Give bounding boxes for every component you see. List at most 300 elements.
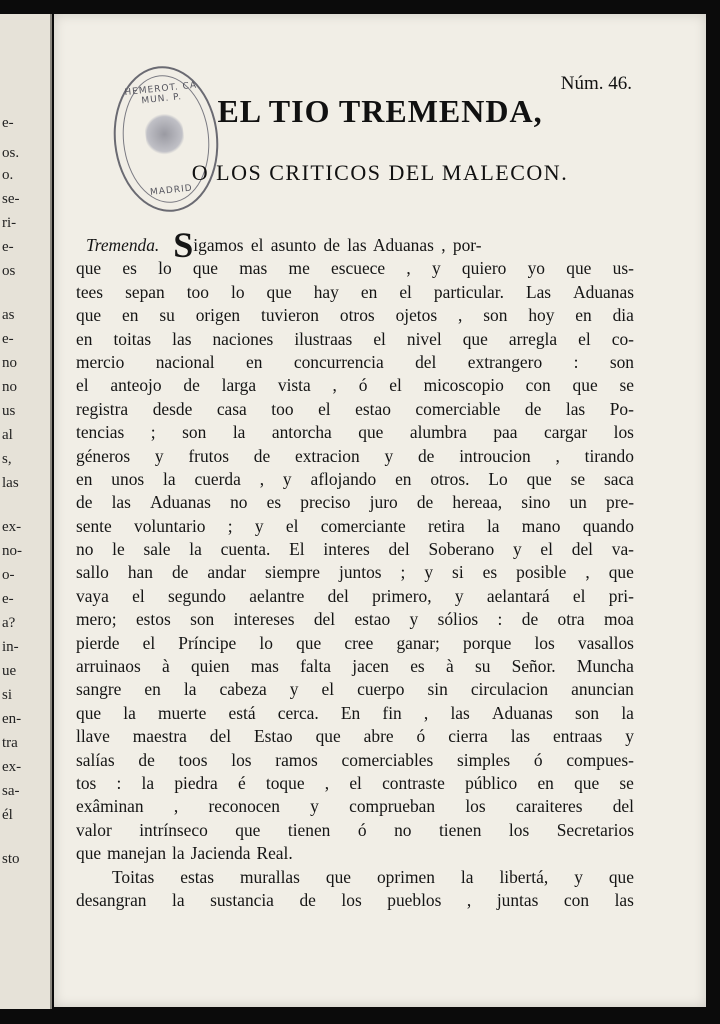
word: y (282, 468, 292, 489)
word: que (235, 819, 261, 840)
word: porque (463, 632, 512, 653)
word: de (183, 375, 200, 396)
left-page-fragment: no- (2, 543, 22, 559)
word: de (299, 889, 316, 910)
body-line (76, 351, 634, 374)
word: y (625, 726, 634, 747)
word: hay (313, 281, 339, 302)
word: intrínseco (139, 819, 208, 840)
word: ; (150, 422, 156, 443)
word: comerciable (415, 398, 501, 419)
word: va- (611, 539, 634, 560)
word: , (466, 889, 472, 910)
left-page-fragment: as (2, 307, 15, 323)
word: Estao (253, 726, 293, 747)
word: arregla (508, 328, 558, 349)
word: han (127, 562, 153, 583)
word: los (341, 889, 362, 910)
first-line-text: igamos el asunto de las Aduanas , por- (193, 235, 482, 255)
word: jacen (352, 656, 389, 677)
left-page-fragment: ue (2, 663, 17, 679)
left-page-fragment: ri- (2, 215, 17, 231)
word: caraiteres (515, 796, 583, 817)
word: el (349, 772, 362, 793)
word: ojetos (395, 305, 438, 326)
word: micoscopio (423, 375, 504, 396)
word: Aduanas (150, 492, 211, 513)
body-line (76, 772, 634, 795)
word: y (384, 445, 394, 466)
word: murallas (240, 866, 300, 887)
left-page-fragment: él (2, 807, 13, 823)
word: ó (358, 375, 368, 396)
body-line (76, 725, 634, 748)
word: con (525, 375, 551, 396)
word: el (399, 281, 412, 302)
word: las (172, 328, 192, 349)
word: el (321, 679, 335, 700)
word: : (573, 351, 579, 372)
word: tos (76, 772, 97, 793)
word: de (521, 609, 539, 630)
left-page-fragment: al (2, 427, 13, 443)
body-line (76, 702, 634, 725)
word: registra (76, 398, 129, 419)
word: compues- (566, 749, 634, 770)
word: otra (557, 609, 585, 630)
word: ilustraas (294, 328, 353, 349)
stamp-top-text: HEMEROT. CA MUN. P. (124, 80, 198, 107)
word: su (159, 305, 175, 326)
word: y (431, 258, 441, 279)
word: intereses (233, 609, 295, 630)
word: estao (355, 398, 391, 419)
word: la (460, 866, 474, 887)
word: las (565, 398, 586, 419)
word: el (132, 585, 145, 606)
word: , (458, 305, 463, 326)
word: saca (603, 468, 634, 489)
word: el (285, 515, 299, 536)
word: géneros (76, 445, 131, 466)
word: unos (111, 468, 145, 489)
word: frutos (188, 445, 229, 466)
word: en (76, 468, 93, 489)
word: cerca. (277, 702, 319, 723)
word: tienen (287, 819, 331, 840)
word: antorcha (271, 422, 332, 443)
body-line (76, 374, 634, 397)
word: too (186, 281, 209, 302)
word: que (315, 726, 341, 747)
word: la (141, 772, 155, 793)
word: y (454, 585, 464, 606)
left-page-fragment: us (2, 403, 16, 419)
word: simples (457, 749, 511, 770)
word: mas (239, 258, 268, 279)
word: sepan (125, 281, 165, 302)
word: Toitas (112, 866, 155, 887)
word: que (574, 772, 600, 793)
body-line (76, 445, 634, 468)
word: de (171, 562, 189, 583)
word: son (190, 609, 215, 630)
word: co- (611, 328, 634, 349)
word: sino (521, 492, 551, 513)
body-line (76, 491, 634, 514)
word: Aduanas (573, 281, 634, 302)
word: y (154, 445, 164, 466)
left-page-fragment: o- (2, 567, 15, 583)
word: nivel (406, 328, 442, 349)
word: exâminan (76, 796, 144, 817)
word: que (526, 468, 552, 489)
word: y (254, 515, 264, 536)
word: abre (363, 726, 394, 747)
word: es (482, 562, 498, 583)
word: el (540, 539, 553, 560)
word: posible (516, 562, 567, 583)
word: del (415, 351, 437, 372)
word: quando (582, 515, 634, 536)
left-page-fragment: e- (2, 239, 14, 255)
word: de (416, 492, 434, 513)
word: mas (250, 656, 279, 677)
word: à (445, 656, 454, 677)
word: mero; (76, 609, 117, 630)
word: me (288, 258, 310, 279)
word: anuncian (571, 679, 634, 700)
word: , (585, 562, 590, 583)
word: en (575, 305, 592, 326)
word: ; (227, 515, 233, 536)
word: too (271, 398, 294, 419)
word: primero, (372, 585, 432, 606)
word: larga (221, 375, 257, 396)
word: las (614, 889, 634, 910)
word: que (76, 305, 102, 326)
word: se (570, 468, 586, 489)
word: vasallos (577, 632, 634, 653)
page-subtitle: O LOS CRITICOS DEL MALECON. (191, 160, 569, 185)
word: à (161, 656, 170, 677)
word: los (465, 796, 486, 817)
word: estao (354, 609, 391, 630)
word: sente (76, 515, 112, 536)
body-line (76, 257, 634, 280)
word: de (524, 398, 542, 419)
library-stamp (107, 61, 226, 217)
issue-number: Núm. 46. (560, 73, 632, 94)
word: siempre (264, 562, 321, 583)
word: del (571, 539, 593, 560)
word: casa (216, 398, 247, 419)
word: moa (603, 609, 634, 630)
left-page-fragment: tra (2, 735, 18, 751)
word: cuerda (194, 468, 241, 489)
word: se (619, 375, 634, 396)
word: los (613, 422, 634, 443)
word: del (209, 726, 232, 747)
word: de (253, 445, 271, 466)
word: del (612, 796, 634, 817)
word: ganar; (396, 632, 440, 653)
word: piedra (174, 772, 218, 793)
word: toque (265, 772, 305, 793)
word: ó (533, 749, 543, 770)
word: cargar (544, 422, 588, 443)
word: sustancia (210, 889, 274, 910)
word: las (111, 492, 131, 513)
word: mercio (76, 351, 125, 372)
word: toos (178, 749, 208, 770)
word: comerciante (320, 515, 406, 536)
word: estas (180, 866, 215, 887)
body-line (76, 585, 634, 608)
word: que (572, 375, 598, 396)
word: pre- (606, 492, 634, 513)
word: Po- (609, 398, 634, 419)
word: Príncipe (178, 632, 237, 653)
word: oprimen (376, 866, 435, 887)
left-page-fragment: os. (2, 145, 20, 161)
word: está (228, 702, 256, 723)
word: que (358, 422, 384, 443)
word: tuvieron (261, 305, 319, 326)
left-page-fragment: si (2, 687, 13, 703)
word: llave (76, 726, 110, 747)
word: pierde (76, 632, 120, 653)
word: la (189, 539, 202, 560)
word: con (563, 889, 590, 910)
word: le (112, 539, 125, 560)
body-line (76, 819, 634, 842)
left-page-fragment: s, (2, 451, 12, 467)
word: cuerpo (357, 679, 405, 700)
word: contraste (382, 772, 445, 793)
body-line (76, 795, 634, 818)
word: los (231, 749, 252, 770)
word: la (621, 702, 634, 723)
body-line (76, 749, 634, 772)
word: : (497, 609, 503, 630)
word: los (508, 819, 530, 840)
word: tees (76, 281, 104, 302)
word: Lo (488, 468, 508, 489)
body-line (76, 538, 634, 561)
word: cuenta. (220, 539, 271, 560)
word: é (237, 772, 246, 793)
word: mano (521, 515, 561, 536)
word: , (332, 375, 337, 396)
left-page-fragment: sto (2, 851, 20, 867)
word: extrangero (467, 351, 543, 372)
word: en (76, 328, 93, 349)
document-page (54, 14, 706, 1007)
word: la (172, 889, 185, 910)
left-page-fragment: ex- (2, 519, 22, 535)
left-page-fragment: o. (2, 167, 14, 183)
left-page-fragment: e- (2, 591, 14, 607)
word: naciones (212, 328, 274, 349)
word: la (183, 679, 197, 700)
word: juntos (339, 562, 382, 583)
word: ramos (275, 749, 318, 770)
word: preciso (300, 492, 351, 513)
word: son (574, 702, 600, 723)
word: comerciables (341, 749, 434, 770)
word: la (232, 422, 246, 443)
word: quiero (461, 258, 507, 279)
left-page-fragment: e- (2, 115, 14, 131)
word: si (452, 562, 464, 583)
word: , (555, 445, 560, 466)
word: del (327, 585, 349, 606)
word: vista (277, 375, 311, 396)
word: el (578, 328, 591, 349)
word: interes (323, 539, 370, 560)
word: y (409, 609, 419, 630)
left-page-fragment: no (2, 355, 17, 371)
word: Real. (256, 843, 293, 864)
word: el (76, 375, 89, 396)
word: y (310, 796, 319, 817)
word: el (389, 375, 402, 396)
word: son (182, 422, 207, 443)
word: otros. (430, 468, 470, 489)
word: circulacion (470, 679, 549, 700)
body-line (112, 866, 634, 889)
word: juntas (496, 889, 539, 910)
word: andar (207, 562, 246, 583)
word: concurrencia (293, 351, 384, 372)
word: quien (190, 656, 230, 677)
word: no (230, 492, 248, 513)
word: hoy (528, 305, 555, 326)
word: , (406, 258, 411, 279)
word: tencias (76, 422, 125, 443)
word: lo (230, 281, 245, 302)
word: El (289, 539, 305, 560)
word: libertá, (499, 866, 549, 887)
speaker-name: Tremenda. (86, 235, 160, 255)
word: el (318, 398, 331, 419)
left-page-fragment: a? (2, 615, 16, 631)
left-page-fragment: ex- (2, 759, 22, 775)
left-page-fragment: os (2, 263, 16, 279)
word: sangre (76, 679, 122, 700)
word: manejan (107, 843, 167, 864)
word: que (266, 281, 292, 302)
body-line (76, 842, 634, 865)
word: , (324, 772, 330, 793)
word: en (122, 305, 139, 326)
word: su (474, 656, 491, 677)
word: público (465, 772, 518, 793)
word: no (394, 819, 412, 840)
word: otros (339, 305, 375, 326)
word: estos (135, 609, 171, 630)
word: y (512, 539, 522, 560)
body-line (76, 328, 634, 351)
word: que (325, 866, 351, 887)
word: Secretarios (556, 819, 634, 840)
word: us- (612, 258, 634, 279)
word: nacional (155, 351, 215, 372)
word: cabeza (219, 679, 267, 700)
word: escuece (331, 258, 386, 279)
body-line (76, 561, 634, 584)
word: Soberano (428, 539, 495, 560)
word: , (259, 468, 265, 489)
word: falta (300, 656, 332, 677)
word: que (296, 632, 322, 653)
body-line (76, 468, 634, 491)
word: origen (195, 305, 241, 326)
word: introucion (459, 445, 531, 466)
word: las (510, 726, 531, 747)
word: son (609, 351, 634, 372)
word: del (388, 539, 410, 560)
word: aelantre (249, 585, 305, 606)
body-line-first (76, 225, 634, 265)
word: la (163, 468, 176, 489)
left-page-fragment: e- (2, 331, 14, 347)
word: que (608, 866, 634, 887)
word: que (76, 258, 102, 279)
word: en (246, 351, 263, 372)
word: ó (357, 819, 367, 840)
word: es (410, 656, 425, 677)
word: es (266, 492, 282, 513)
body-line (76, 889, 634, 912)
word: en (537, 772, 554, 793)
word: del (313, 609, 336, 630)
word: y (574, 866, 583, 887)
word: dia (612, 305, 634, 326)
word: Jacienda (190, 843, 251, 864)
word: En (340, 702, 361, 723)
word: que (608, 562, 634, 583)
left-page-fragment: in- (2, 639, 19, 655)
word: reconocen (208, 796, 280, 817)
word: entraas (553, 726, 603, 747)
word: sin (427, 679, 448, 700)
scan-bottom-edge (0, 1009, 720, 1024)
body-text (76, 225, 634, 912)
word: , (423, 702, 429, 723)
word: y (289, 679, 299, 700)
stamp-bottom-text: MADRID (149, 183, 194, 198)
word: , (173, 796, 179, 817)
word: retira (427, 515, 465, 536)
body-line (76, 632, 634, 655)
word: en (360, 281, 378, 302)
body-line (76, 398, 634, 421)
body-line (76, 608, 634, 631)
word: en (144, 679, 161, 700)
word: que (192, 258, 219, 279)
left-page-fragment: se- (2, 191, 20, 207)
word: la (486, 515, 500, 536)
body-line (76, 678, 634, 701)
word: vaya (76, 585, 109, 606)
word: la (172, 843, 185, 864)
word: Muncha (576, 656, 634, 677)
word: fin (382, 702, 402, 723)
word: ; (400, 562, 406, 583)
word: que (462, 328, 488, 349)
